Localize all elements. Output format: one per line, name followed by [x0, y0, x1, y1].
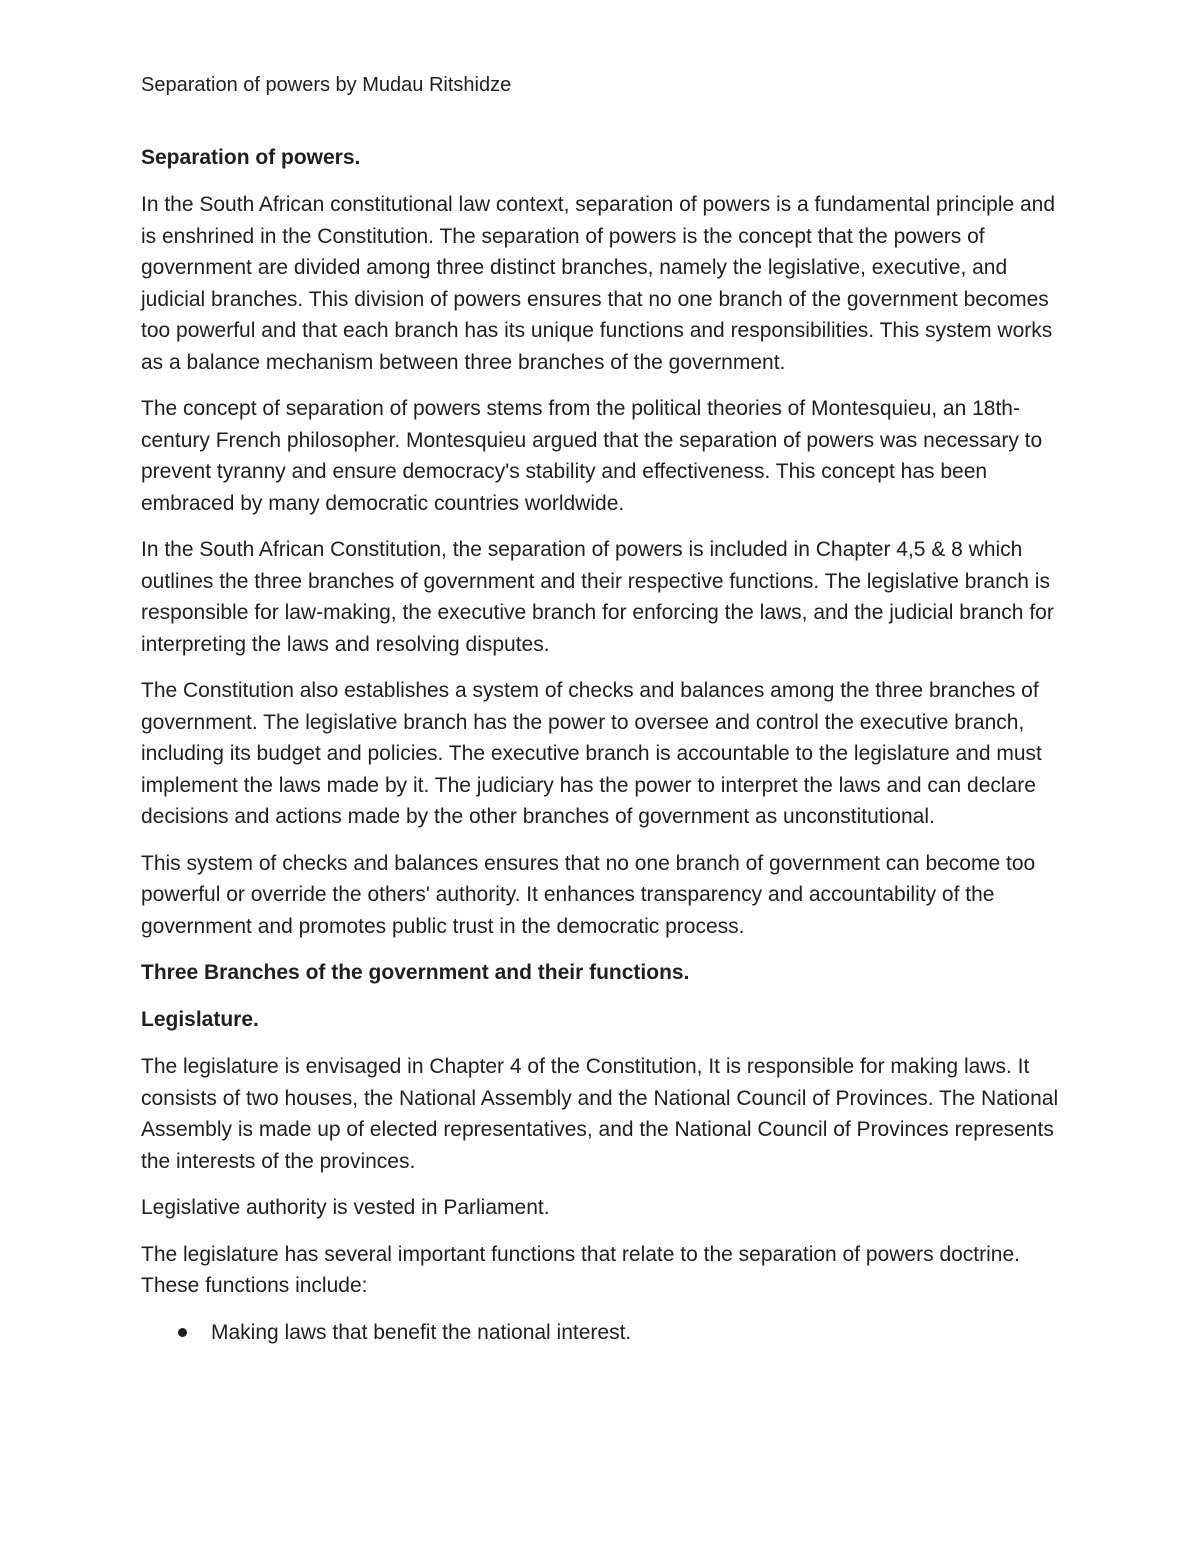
section-heading-three-branches: Three Branches of the government and their functions.	[141, 961, 690, 984]
paragraph-system-ensures: This system of checks and balances ensures that no one branch of government can become too powerful or override the others' authority. It enhances transparency and accountability of the government and promotes public trust in the democratic process.	[141, 851, 1036, 938]
functions-list	[141, 1317, 1071, 1349]
paragraph-legislature: The legislature is envisaged in Chapter 4 of the Constitution, It is responsible for making laws. It consists of two houses, the National Assembly and the National Council of Provinces. The National Assembly is made up of elected representatives, and the National Council of Provinces represents the interests of the provinces.	[141, 1055, 1059, 1173]
list-item-text: Making laws that benefit the national interest.	[211, 1320, 632, 1344]
paragraph-legislative-authority: Legislative authority is vested in Parliament.	[141, 1196, 550, 1219]
bullet-icon	[178, 1328, 187, 1337]
document-header: Separation of powers by Mudau Ritshidze	[141, 74, 512, 96]
section-heading-separation-of-powers: Separation of powers.	[141, 146, 361, 169]
list-item	[211, 1317, 1071, 1349]
document-page	[141, 70, 1071, 1348]
paragraph-checks-and-balances: The Constitution also establishes a system of checks and balances among the three branches of government. The legislative branch has the power to oversee and control the executive branch, including its budget and policies. The executive branch is accountable to the legislature and must implement the laws made by it. The judiciary has the power to interpret the laws and can declare decisions and actions made by the other branches of government as unconstitutional.	[141, 679, 1042, 828]
paragraph-legislature-functions: The legislature has several important functions that relate to the separation of powers doctrine. These functions include:	[141, 1242, 1020, 1297]
paragraph-montesquieu: The concept of separation of powers stems from the political theories of Montesquieu, an 18th-century French philosopher. Montesquieu argued that the separation of powers was necessary to prevent tyranny and ensure democracy's stability and effectiveness. This concept has been embraced by many democratic countries worldwide.	[141, 397, 1043, 515]
paragraph-constitution-chapters: In the South African Constitution, the separation of powers is included in Chapter 4,5 & 8 which outlines the three branches of government and their respective functions. The legislative branch is responsible for law-making, the executive branch for enforcing the laws, and the judicial branch for interpreting the laws and resolving disputes.	[141, 538, 1054, 656]
section-heading-legislature: Legislature.	[141, 1008, 259, 1031]
paragraph-intro: In the South African constitutional law context, separation of powers is a fundamental principle and is enshrined in the Constitution. The separation of powers is the concept that the powers of government are divided among three distinct branches, namely the legislative, executive, and judicial branches. This division of powers ensures that no one branch of the government becomes too powerful and that each branch has its unique functions and responsibilities. This system works as a balance mechanism between three branches of the government.	[141, 193, 1056, 374]
